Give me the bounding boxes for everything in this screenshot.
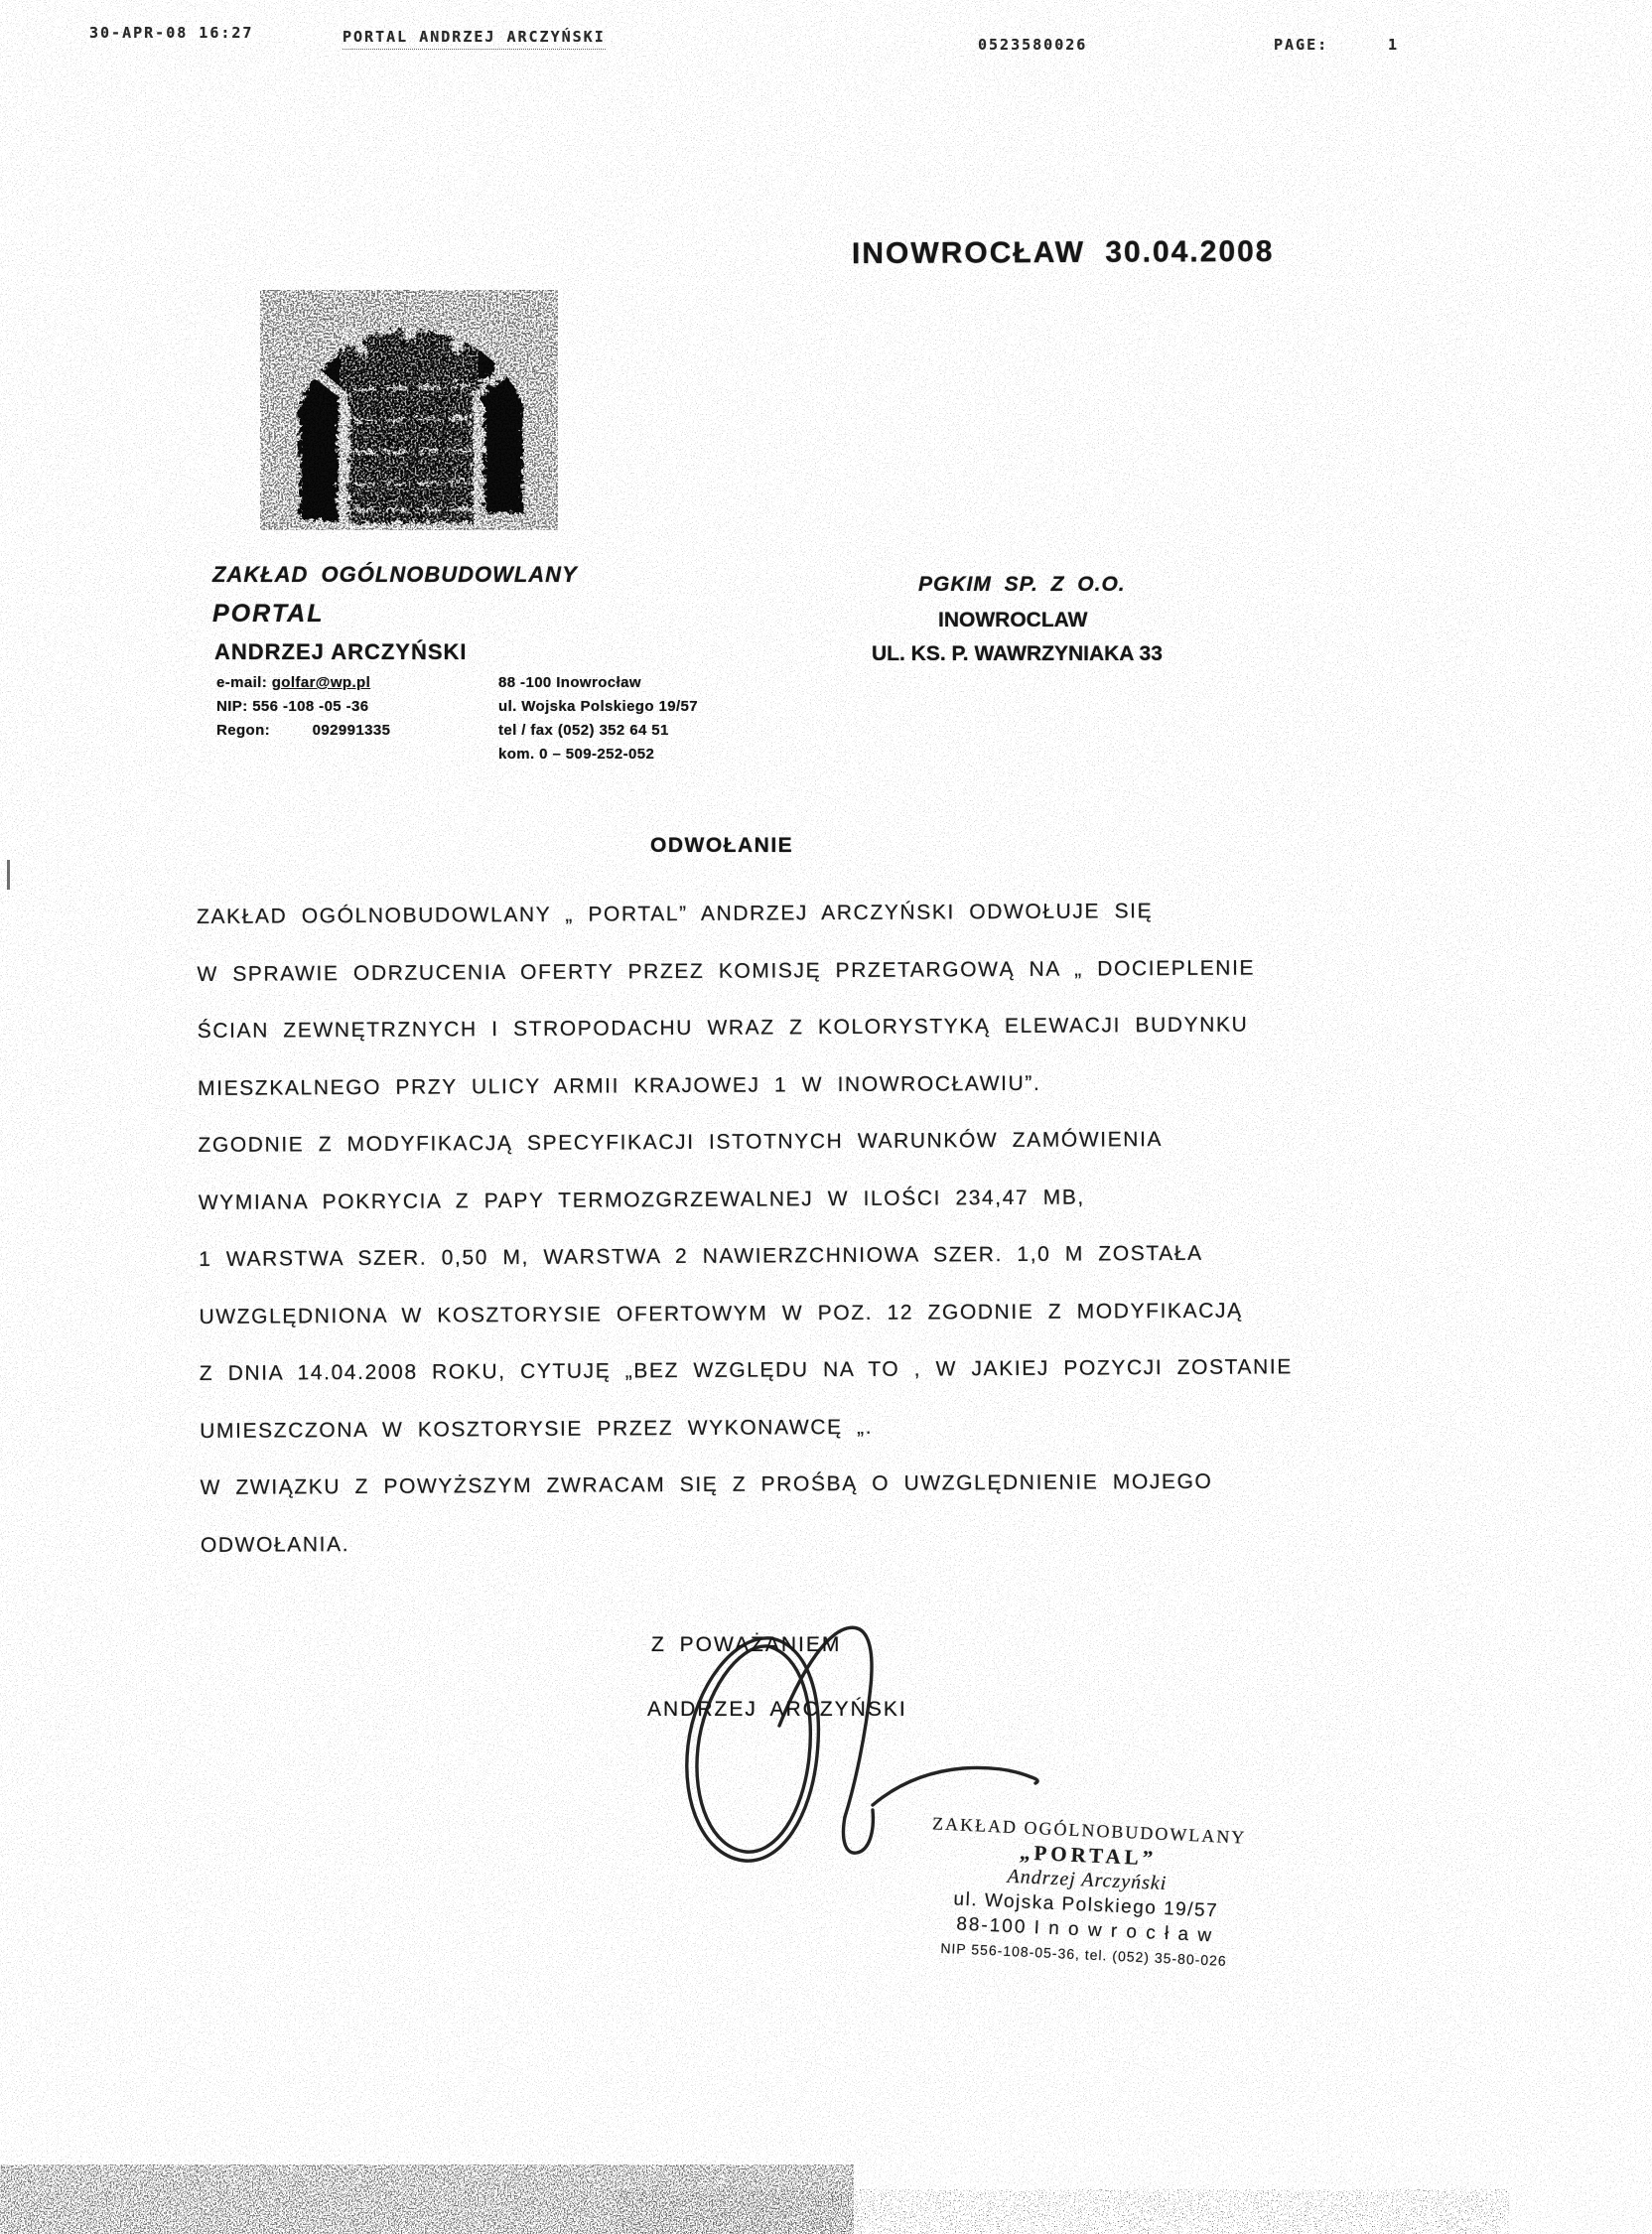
signature-typed-name: ANDRZEJ ARCZYŃSKI xyxy=(647,1698,907,1721)
fax-number: 0523580026 xyxy=(978,36,1088,54)
email-value: golfar@wp.pl xyxy=(271,674,371,691)
fax-datetime: 30-APR-08 16:27 xyxy=(89,24,254,42)
stamp-brand: „PORTAL” xyxy=(1019,1840,1158,1871)
body-line: ODWOŁANIA. xyxy=(200,1532,350,1557)
sender-nip-row xyxy=(216,695,369,719)
closing-phrase: Z POWAŻANIEM xyxy=(651,1633,842,1656)
sender-company-line1: ZAKŁAD OGÓLNOBUDOWLANY xyxy=(212,562,578,587)
body-line: ZAKŁAD OGÓLNOBUDOWLANY „ PORTAL” ANDRZEJ ARCZYŃSKI ODWOŁUJE SIĘ xyxy=(197,900,1154,928)
nip-label: NIP: xyxy=(216,698,248,715)
regon-label: Regon: xyxy=(216,722,271,739)
portal-arch-logo-icon xyxy=(260,270,558,530)
fax-page-label: PAGE: xyxy=(1274,36,1329,54)
body-line: UWZGLĘDNIONA W KOSZTORYSIE OFERTOWYM W POZ. 12 ZGODNIE Z MODYFIKACJĄ xyxy=(199,1299,1243,1328)
stamp-city: 88-100 I n o w r o c ł a w xyxy=(955,1913,1214,1947)
sender-company-line2: PORTAL xyxy=(212,600,325,628)
stamp-nip-tel: NIP 556-108-05-36, tel. (052) 35-80-026 xyxy=(940,1939,1228,1969)
body-line: W SPRAWIE ODRZUCENIA OFERTY PRZEZ KOMISJĘ PRZETARGOWĄ NA „ DOCIEPLENIE xyxy=(197,955,1256,986)
body-line: ZGODNIE Z MODYFIKACJĄ SPECYFIKACJI ISTOTNYCH WARUNKÓW ZAMÓWIENIA xyxy=(198,1128,1164,1157)
letter-heading: ODWOŁANIE xyxy=(650,834,794,857)
body-line: ŚCIAN ZEWNĘTRZNYCH I STROPODACHU WRAZ Z KOLORYSTYKĄ ELEWACJI BUDYNKU xyxy=(197,1013,1249,1043)
body-line: Z DNIA 14.04.2008 ROKU, CYTUJĘ „BEZ WZGLĘDU NA TO , W JAKIEJ POZYCJI ZOSTANIE xyxy=(199,1355,1293,1385)
sender-address-line3: tel / fax (052) 352 64 51 xyxy=(498,722,669,739)
body-line: W ZWIĄZKU Z POWYŻSZYM ZWRACAM SIĘ Z PROŚBĄ O UWZGLĘDNIENIE MOJEGO xyxy=(200,1469,1213,1499)
nip-value: 556 -108 -05 -36 xyxy=(252,698,369,715)
letter-body xyxy=(197,899,1294,1591)
sender-regon-row xyxy=(216,719,390,743)
recipient-company: PGKIM SP. Z O.O. xyxy=(918,573,1126,596)
scan-artifact-tick xyxy=(7,860,10,890)
sender-email-row xyxy=(216,671,370,695)
body-line: UMIESZCZONA W KOSZTORYSIE PRZEZ WYKONAWCĘ „. xyxy=(200,1415,874,1443)
recipient-city: INOWROCLAW xyxy=(938,609,1088,631)
sender-address-line1: 88 -100 Inowrocław xyxy=(498,674,641,691)
email-label: e-mail: xyxy=(216,674,268,691)
body-line: 1 WARSTWA SZER. 0,50 M, WARSTWA 2 NAWIERZCHNIOWA SZER. 1,0 M ZOSTAŁA xyxy=(199,1241,1203,1271)
body-line: MIESZKALNEGO PRZY ULICY ARMII KRAJOWEJ 1 W INOWROCŁAWIU”. xyxy=(198,1071,1041,1100)
stamp-company: ZAKŁAD OGÓLNOBUDOWLANY xyxy=(931,1813,1247,1848)
regon-value: 092991335 xyxy=(312,722,391,739)
fax-sender-id: PORTAL ANDRZEJ ARCZYŃSKI xyxy=(343,28,606,50)
company-stamp xyxy=(875,1809,1298,1977)
fax-page-number: 1 xyxy=(1388,36,1400,54)
stamp-owner: Andrzej Arczyński xyxy=(1007,1865,1168,1895)
sender-owner-name: ANDRZEJ ARCZYŃSKI xyxy=(214,639,468,664)
stamp-street: ul. Wojska Polskiego 19/57 xyxy=(953,1888,1219,1922)
city-date: INOWROCŁAW 30.04.2008 xyxy=(851,234,1275,271)
sender-address-line2: ul. Wojska Polskiego 19/57 xyxy=(498,698,699,715)
recipient-street: UL. KS. P. WAWRZYNIAKA 33 xyxy=(872,642,1163,665)
sender-address-line4: kom. 0 – 509-252-052 xyxy=(498,746,655,763)
body-line: WYMIANA POKRYCIA Z PAPY TERMOZGRZEWALNEJ W ILOŚCI 234,47 MB, xyxy=(198,1186,1085,1214)
